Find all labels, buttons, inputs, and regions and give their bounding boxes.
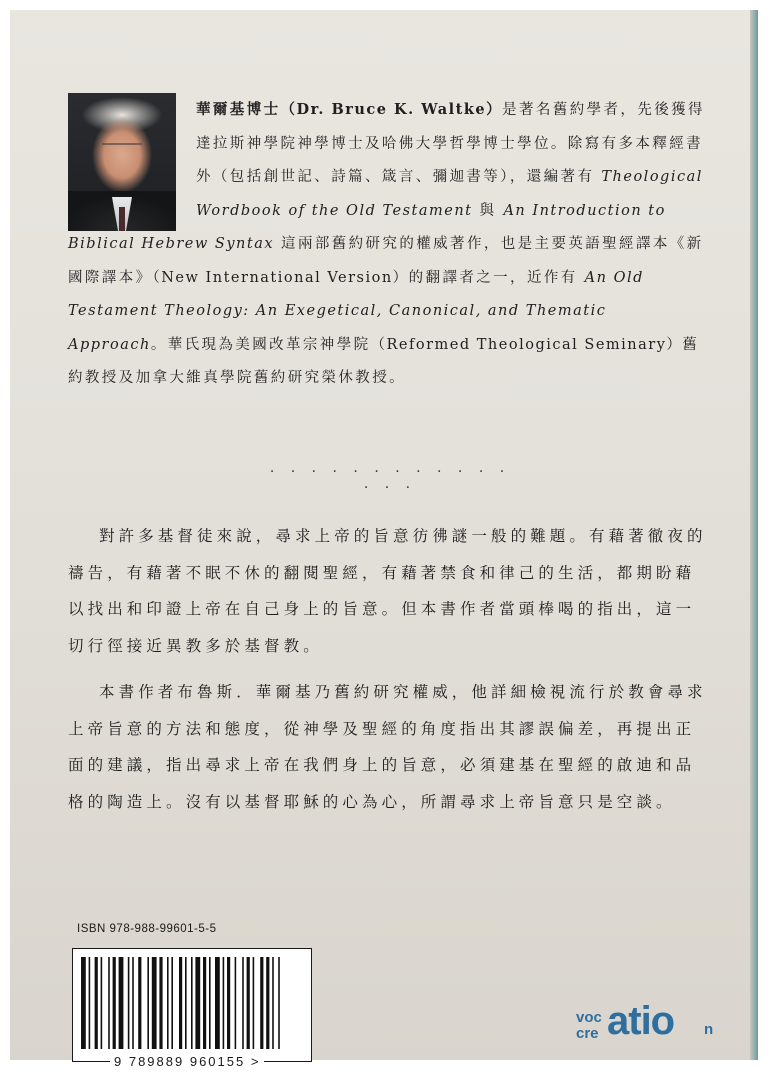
bio-niv-en: （New International Version） (152, 269, 409, 286)
barcode-bar (223, 957, 225, 1049)
barcode-bar (253, 957, 255, 1049)
bio-text-6: 舊約教授及加拿大維真學院舊約研究榮休教授。 (68, 336, 700, 386)
barcode-bar (242, 957, 244, 1049)
bio-book-2: An Introduction to Biblical Hebrew Syntax (68, 202, 666, 252)
section-divider: · · · · · · · · · · · · · · · (269, 464, 511, 496)
barcode-bar (191, 957, 193, 1049)
barcode-bar (81, 957, 86, 1049)
barcode-bar (128, 957, 130, 1049)
author-name: 華爾基博士 (196, 101, 281, 118)
author-bio (68, 93, 708, 396)
bio-text-1: 是著名舊約學者，先後獲得達拉斯神學院神學博士及哈佛大學哲學博士學位。除寫有多本釋經書外（包括創世記、詩篇、箴言、彌迦書等），還編著有 (196, 102, 705, 185)
barcode-bars-icon (73, 949, 311, 1061)
barcode-bar (272, 957, 274, 1049)
author-name-en: （Dr. Bruce K. Waltke） (280, 101, 503, 118)
book-back-cover (10, 10, 758, 1069)
barcode-bar (95, 957, 98, 1049)
barcode-bar (101, 957, 103, 1049)
description-paragraph-2: 本書作者布魯斯．華爾基乃舊約研究權威，他詳細檢視流行於教會尋求上帝旨意的方法和態度，從神學及聖經的角度指出其謬誤偏差，再提出正面的建議，指出尋求上帝在我們身上的旨意，必須建基在聖經的啟迪和品格的陶造上。沒有以基督耶穌的心為心，所謂尋求上帝旨意只是空談。 (68, 683, 707, 811)
description-paragraph-1: 對許多基督徒來說，尋求上帝的旨意彷彿謎一般的難題。有藉著徹夜的禱告，有藉著不眠不休的翻閱聖經，有藉著禁食和律己的生活，都期盼藉以找出和印證上帝在自己身上的旨意。但本書作者當頭棒喝的指出，這一切行徑接近異教多於基督教。 (68, 527, 707, 655)
bio-book-3: An Old Testament Theology: An Exegetical, Canonical, and Thematic Approach (68, 269, 644, 353)
barcode-bar (215, 957, 220, 1049)
bio-text-2: 與 (472, 202, 504, 219)
barcode-bar (195, 957, 200, 1049)
bio-rts-en: （Reformed Theological Seminary） (370, 336, 683, 353)
barcode-bar (278, 957, 280, 1049)
barcode-bar (247, 957, 250, 1049)
logo-n: n (704, 1021, 714, 1038)
logo-voc: voc (576, 1009, 602, 1026)
barcode-bar (171, 957, 173, 1049)
barcode-bar (147, 957, 149, 1049)
barcode-bar (227, 957, 230, 1049)
bio-text-4: 的翻譯者之一，近作有 (408, 269, 585, 286)
bio-text-5: 。華氏現為美國改革宗神學院 (150, 336, 371, 353)
barcode-number: 9 789889 960155 > (110, 1054, 264, 1069)
barcode-bar (89, 957, 91, 1049)
isbn-label: ISBN 978-988-99601-5-5 (77, 923, 217, 935)
bio-book-1: Theological Wordbook of the Old Testament (196, 169, 703, 219)
barcode-bar (159, 957, 162, 1049)
barcode-bar (108, 957, 110, 1049)
barcode-bar (119, 957, 124, 1049)
barcode-bar (179, 957, 182, 1049)
barcode (72, 948, 312, 1062)
barcode-bar (235, 957, 237, 1049)
logo-cre: cre (576, 1025, 599, 1042)
spine-edge (750, 10, 758, 1060)
barcode-bar (185, 957, 187, 1049)
barcode-bar (260, 957, 263, 1049)
publisher-logo (570, 995, 740, 1050)
barcode-bar (167, 957, 169, 1049)
barcode-bar (209, 957, 211, 1049)
barcode-bar (138, 957, 141, 1049)
barcode-bar (152, 957, 157, 1049)
barcode-bar (266, 957, 269, 1049)
barcode-bar (113, 957, 116, 1049)
photo-wrap-space (68, 93, 196, 227)
barcode-bar (203, 957, 206, 1049)
bio-text-3: 這兩部舊約研究的權威著作，也是主要英語聖經譯本《新國際譯本》 (68, 236, 704, 286)
logo-atio: atio (607, 999, 675, 1043)
barcode-bar (132, 957, 134, 1049)
